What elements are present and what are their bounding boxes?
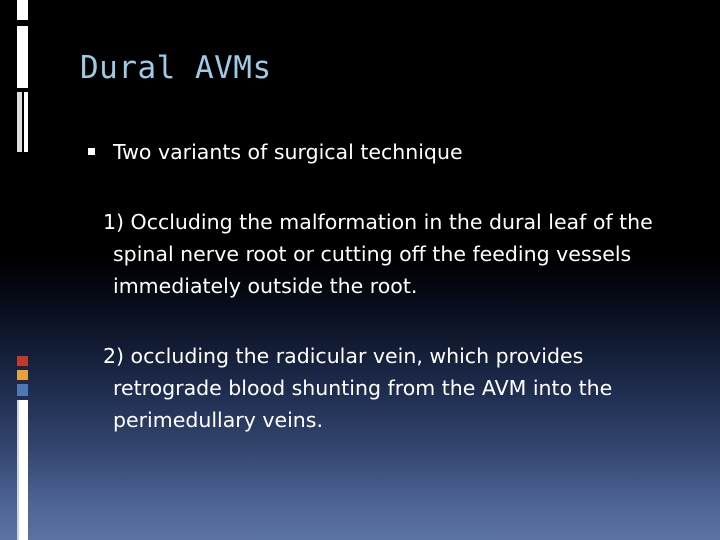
bullet-item bbox=[86, 136, 696, 168]
strip-accent-orange bbox=[17, 370, 28, 380]
strip-accent-blue bbox=[17, 384, 28, 396]
strip-bar-grey bbox=[17, 92, 22, 152]
slide-content bbox=[86, 136, 696, 474]
bullet-text: Two variants of surgical technique bbox=[113, 140, 463, 164]
strip-bar-white bbox=[17, 26, 28, 88]
paragraph-technique-2: 2) occluding the radicular vein, which provides retrograde blood shunting from the AVM into the perimedullary veins. bbox=[103, 344, 613, 432]
strip-bar-light bbox=[17, 400, 19, 540]
slide-title: Dural AVMs bbox=[80, 50, 272, 86]
strip-bar-white bbox=[19, 400, 28, 540]
paragraph-technique-1: 1) Occluding the malformation in the dural leaf of the spinal nerve root or cutting off the feeding vessels immediately outside the root. bbox=[103, 210, 653, 298]
left-decorative-strip bbox=[0, 0, 28, 540]
strip-bar-white bbox=[17, 0, 28, 20]
strip-accent-red bbox=[17, 356, 28, 366]
strip-bar-white bbox=[24, 92, 28, 152]
square-bullet-icon bbox=[88, 148, 95, 155]
